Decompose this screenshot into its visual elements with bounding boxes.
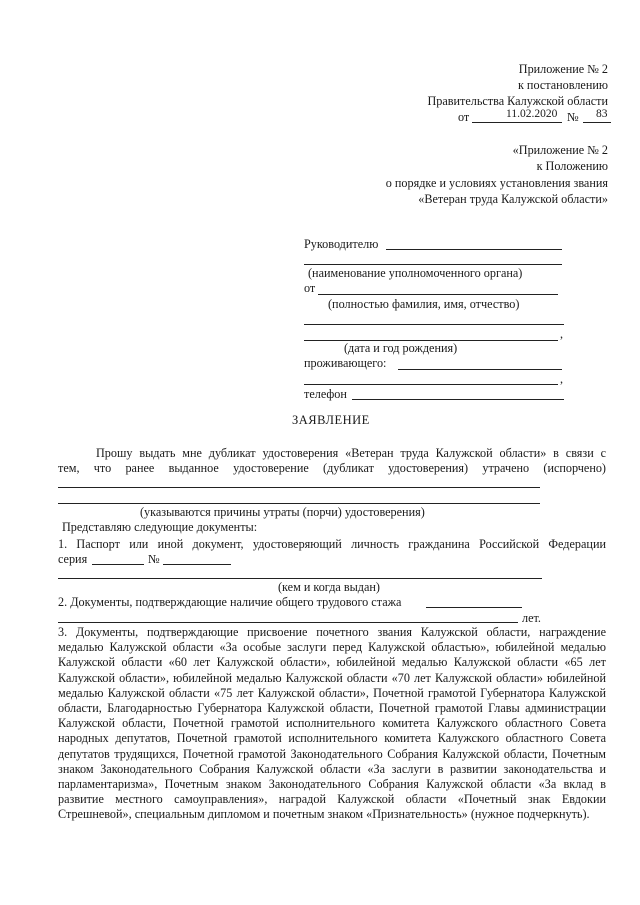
address-field[interactable] <box>398 369 562 370</box>
head-label: Руководителю <box>304 237 379 251</box>
from-label: от <box>304 281 316 295</box>
passport-number-field[interactable] <box>163 564 231 565</box>
dob-caption: (дата и год рождения) <box>344 341 458 355</box>
request-line-2: тем, что ранее выданное удостоверение (дубликат удостоверения) утрачено (испорчено) <box>58 461 606 475</box>
issued-caption: (кем и когда выдан) <box>278 580 380 594</box>
organ-caption: (наименование уполномоченного органа) <box>308 266 523 280</box>
head-field[interactable] <box>386 249 562 250</box>
appendix-reference: к постановлению <box>517 78 608 92</box>
address-field-2[interactable] <box>304 384 558 385</box>
appendix-issuer: Правительства Калужской области <box>427 94 608 108</box>
passport-issued-field[interactable] <box>58 578 542 579</box>
reason-field-1[interactable] <box>58 487 540 488</box>
appendix2-title: «Ветеран труда Калужской области» <box>418 192 608 206</box>
fio-caption: (полностью фамилия, имя, отчество) <box>328 297 520 311</box>
number-underline <box>583 122 611 123</box>
years-label: лет. <box>522 611 541 625</box>
passport-series-field[interactable] <box>92 564 144 565</box>
item-1-passport: 1. Паспорт или иной документ, удостоверяющий личность гражданина Российской Федерации <box>58 537 606 551</box>
appendix2-reference: к Положению <box>536 159 608 173</box>
number-label: № <box>567 110 579 124</box>
appendix2-number: «Приложение № 2 <box>512 143 608 157</box>
phone-label: телефон <box>304 387 347 401</box>
fio-field-2[interactable] <box>304 324 564 325</box>
seniority-field[interactable] <box>426 607 522 608</box>
documents-intro: Представляю следующие документы: <box>62 520 258 534</box>
date-from-label: от <box>458 110 470 124</box>
reason-field-2[interactable] <box>58 503 540 504</box>
organ-field[interactable] <box>304 264 562 265</box>
document-title: ЗАЯВЛЕНИЕ <box>292 413 370 427</box>
seniority-field-2[interactable] <box>58 622 518 623</box>
reasons-caption: (указываются причины утраты (порчи) удостоверения) <box>140 505 425 519</box>
comma-1: , <box>560 327 564 341</box>
passport-number-label: № <box>148 552 160 566</box>
passport-series-label: серия <box>58 552 88 566</box>
phone-field[interactable] <box>352 399 564 400</box>
appendix-number: Приложение № 2 <box>518 62 608 76</box>
item-2-seniority: 2. Документы, подтверждающие наличие общего трудового стажа <box>58 595 402 609</box>
decree-date: 11.02.2020 <box>506 108 558 120</box>
fio-field[interactable] <box>318 294 558 295</box>
appendix2-subject: о порядке и условиях установления звания <box>385 176 608 190</box>
residing-label: проживающего: <box>304 356 387 370</box>
decree-number: 83 <box>596 108 608 120</box>
request-line-1: Прошу выдать мне дубликат удостоверения «Ветеран труда Калужской области» в связи с <box>96 446 606 460</box>
comma-2: , <box>560 372 564 386</box>
item-3-awards: 3. Документы, подтверждающие присвоение почетного звания Калужской области, награждение медалью Калужской области «За особые заслуги перед Калужской областью», юбилейной медалью Калужской области «60 лет Калужской области», юбилейной медалью Калужской области «65 лет Калужской области», юбилейной медалью Калужской области «70 лет Калужской области» юбилейной медалью Калужской области «75 лет Калужской области», Почетной грамотой Губернатора Калужской области, Благодарностью Губернатора Калужской области, Почетной грамотой Главы администрации Калужской области, Почетной грамотой исполнительного комитета Калужского областного Совета народных депутатов, Почетной грамотой исполнительного комитета Калужского областного Совета депутатов трудящихся, Почетной грамотой Законодательного Собрания Калужской области, Почетным знаком Законодательного Собрания Калужской области «За заслуги в развитии законодательства и парламентаризма», Почетным знаком Законодательного Собрания Калужской области «За вклад в развитие местного самоуправления», наградой Калужской области «Почетный знак Евдокии Стрешневой», специальным дипломом и почетным знаком «Признательность» (нужное подчеркнуть). <box>58 625 606 822</box>
date-underline <box>472 122 562 123</box>
